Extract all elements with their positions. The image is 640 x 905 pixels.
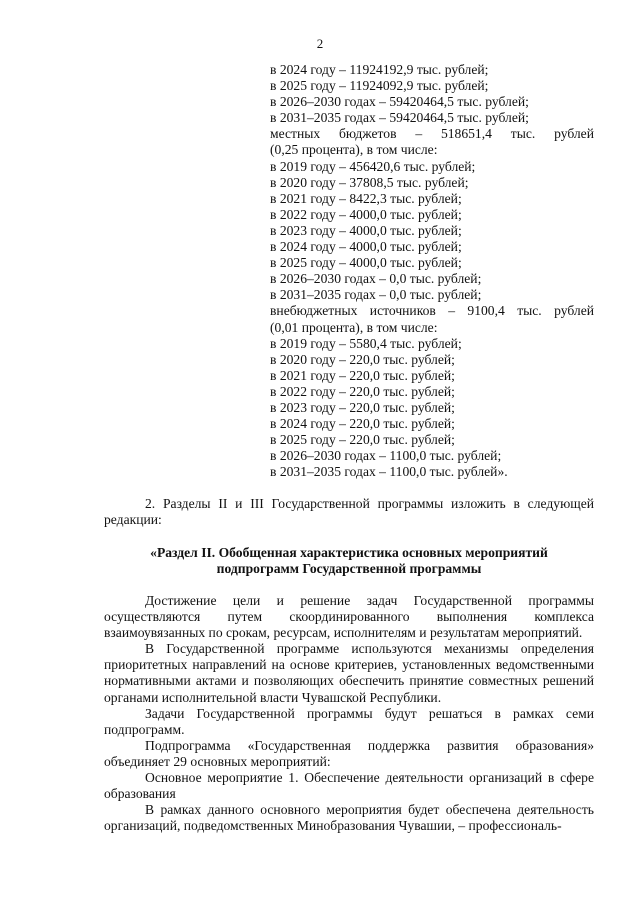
funding-line: в 2024 году – 11924192,9 тыс. рублей;: [270, 62, 489, 77]
funding-line: в 2024 году – 4000,0 тыс. рублей;: [270, 239, 462, 255]
amendment-block: [104, 496, 594, 528]
funding-line: в 2026–2030 годах – 0,0 тыс. рублей;: [270, 271, 482, 287]
funding-line: в 2025 году – 4000,0 тыс. рублей;: [270, 255, 462, 271]
funding-line: в 2024 году – 220,0 тыс. рублей;: [270, 416, 455, 432]
funding-line: в 2023 году – 220,0 тыс. рублей;: [270, 399, 455, 415]
body-paragraph: В Государственной программе используются механизмы определения приоритетных направлений на основе критериев, установленных ведомственными нормативными актами и позволяющих обеспечить принятие совместных решений органами исполнительной власти Чувашской Республики.: [104, 641, 594, 705]
funding-source-extrabudgetary: внебюджетных источников – 9100,4 тыс. рублей: [270, 303, 594, 319]
funding-line: в 2025 году – 220,0 тыс. рублей;: [270, 432, 455, 448]
body-paragraph: Подпрограмма «Государственная поддержка развития образования» объединяет 29 основных мероприятий:: [104, 737, 594, 769]
page-number: 2: [316, 36, 324, 51]
body-paragraph: Достижение цели и решение задач Государственной программы осуществляются путем скоординированного выполнения комплекса взаимоувязанных по срокам, ресурсам, исполнителям и результатам мероприятий.: [104, 593, 594, 641]
funding-line: (0,01 процента), в том числе:: [270, 319, 438, 335]
amendment-paragraph: 2. Разделы II и III Государственной программы изложить в следующей редакции:: [104, 496, 594, 528]
funding-line: в 2025 году – 11924092,9 тыс. рублей;: [270, 78, 489, 94]
funding-line: в 2022 году – 220,0 тыс. рублей;: [270, 383, 455, 399]
section-heading-line-1: «Раздел II. Обобщенная характеристика основных мероприятий: [150, 545, 548, 560]
body-paragraph: Основное мероприятие 1. Обеспечение деятельности организаций в сфере образования: [104, 770, 594, 802]
body-paragraph: Задачи Государственной программы будут решаться в рамках семи подпрограмм.: [104, 705, 594, 737]
funding-breakdown-list: [270, 62, 594, 480]
funding-line: в 2031–2035 годах – 0,0 тыс. рублей;: [270, 287, 482, 303]
funding-line: в 2021 году – 220,0 тыс. рублей;: [270, 367, 455, 383]
funding-line: в 2021 году – 8422,3 тыс. рублей;: [270, 190, 462, 206]
funding-line: в 2022 году – 4000,0 тыс. рублей;: [270, 206, 462, 222]
funding-line: в 2031–2035 годах – 1100,0 тыс. рублей».: [270, 464, 508, 480]
section-body: [104, 593, 594, 834]
funding-line: в 2020 году – 37808,5 тыс. рублей;: [270, 174, 469, 190]
section-heading-line-2: подпрограмм Государственной программы: [216, 561, 482, 577]
body-paragraph: В рамках данного основного мероприятия будет обеспечена деятельность организаций, подведомственных Минобразования Чувашии, – профессиональ-: [104, 802, 594, 834]
section-heading: [104, 545, 594, 577]
funding-source-local-budgets: местных бюджетов – 518651,4 тыс. рублей: [270, 126, 594, 142]
funding-line: в 2031–2035 годах – 59420464,5 тыс. рублей;: [270, 110, 529, 126]
funding-line: (0,25 процента), в том числе:: [270, 142, 438, 158]
funding-line: в 2019 году – 5580,4 тыс. рублей;: [270, 335, 462, 351]
funding-line: в 2026–2030 годах – 1100,0 тыс. рублей;: [270, 448, 502, 464]
funding-line: в 2020 году – 220,0 тыс. рублей;: [270, 351, 455, 367]
funding-line: в 2023 году – 4000,0 тыс. рублей;: [270, 222, 462, 238]
funding-line: в 2026–2030 годах – 59420464,5 тыс. рублей;: [270, 94, 529, 110]
funding-line: в 2019 году – 456420,6 тыс. рублей;: [270, 158, 476, 174]
